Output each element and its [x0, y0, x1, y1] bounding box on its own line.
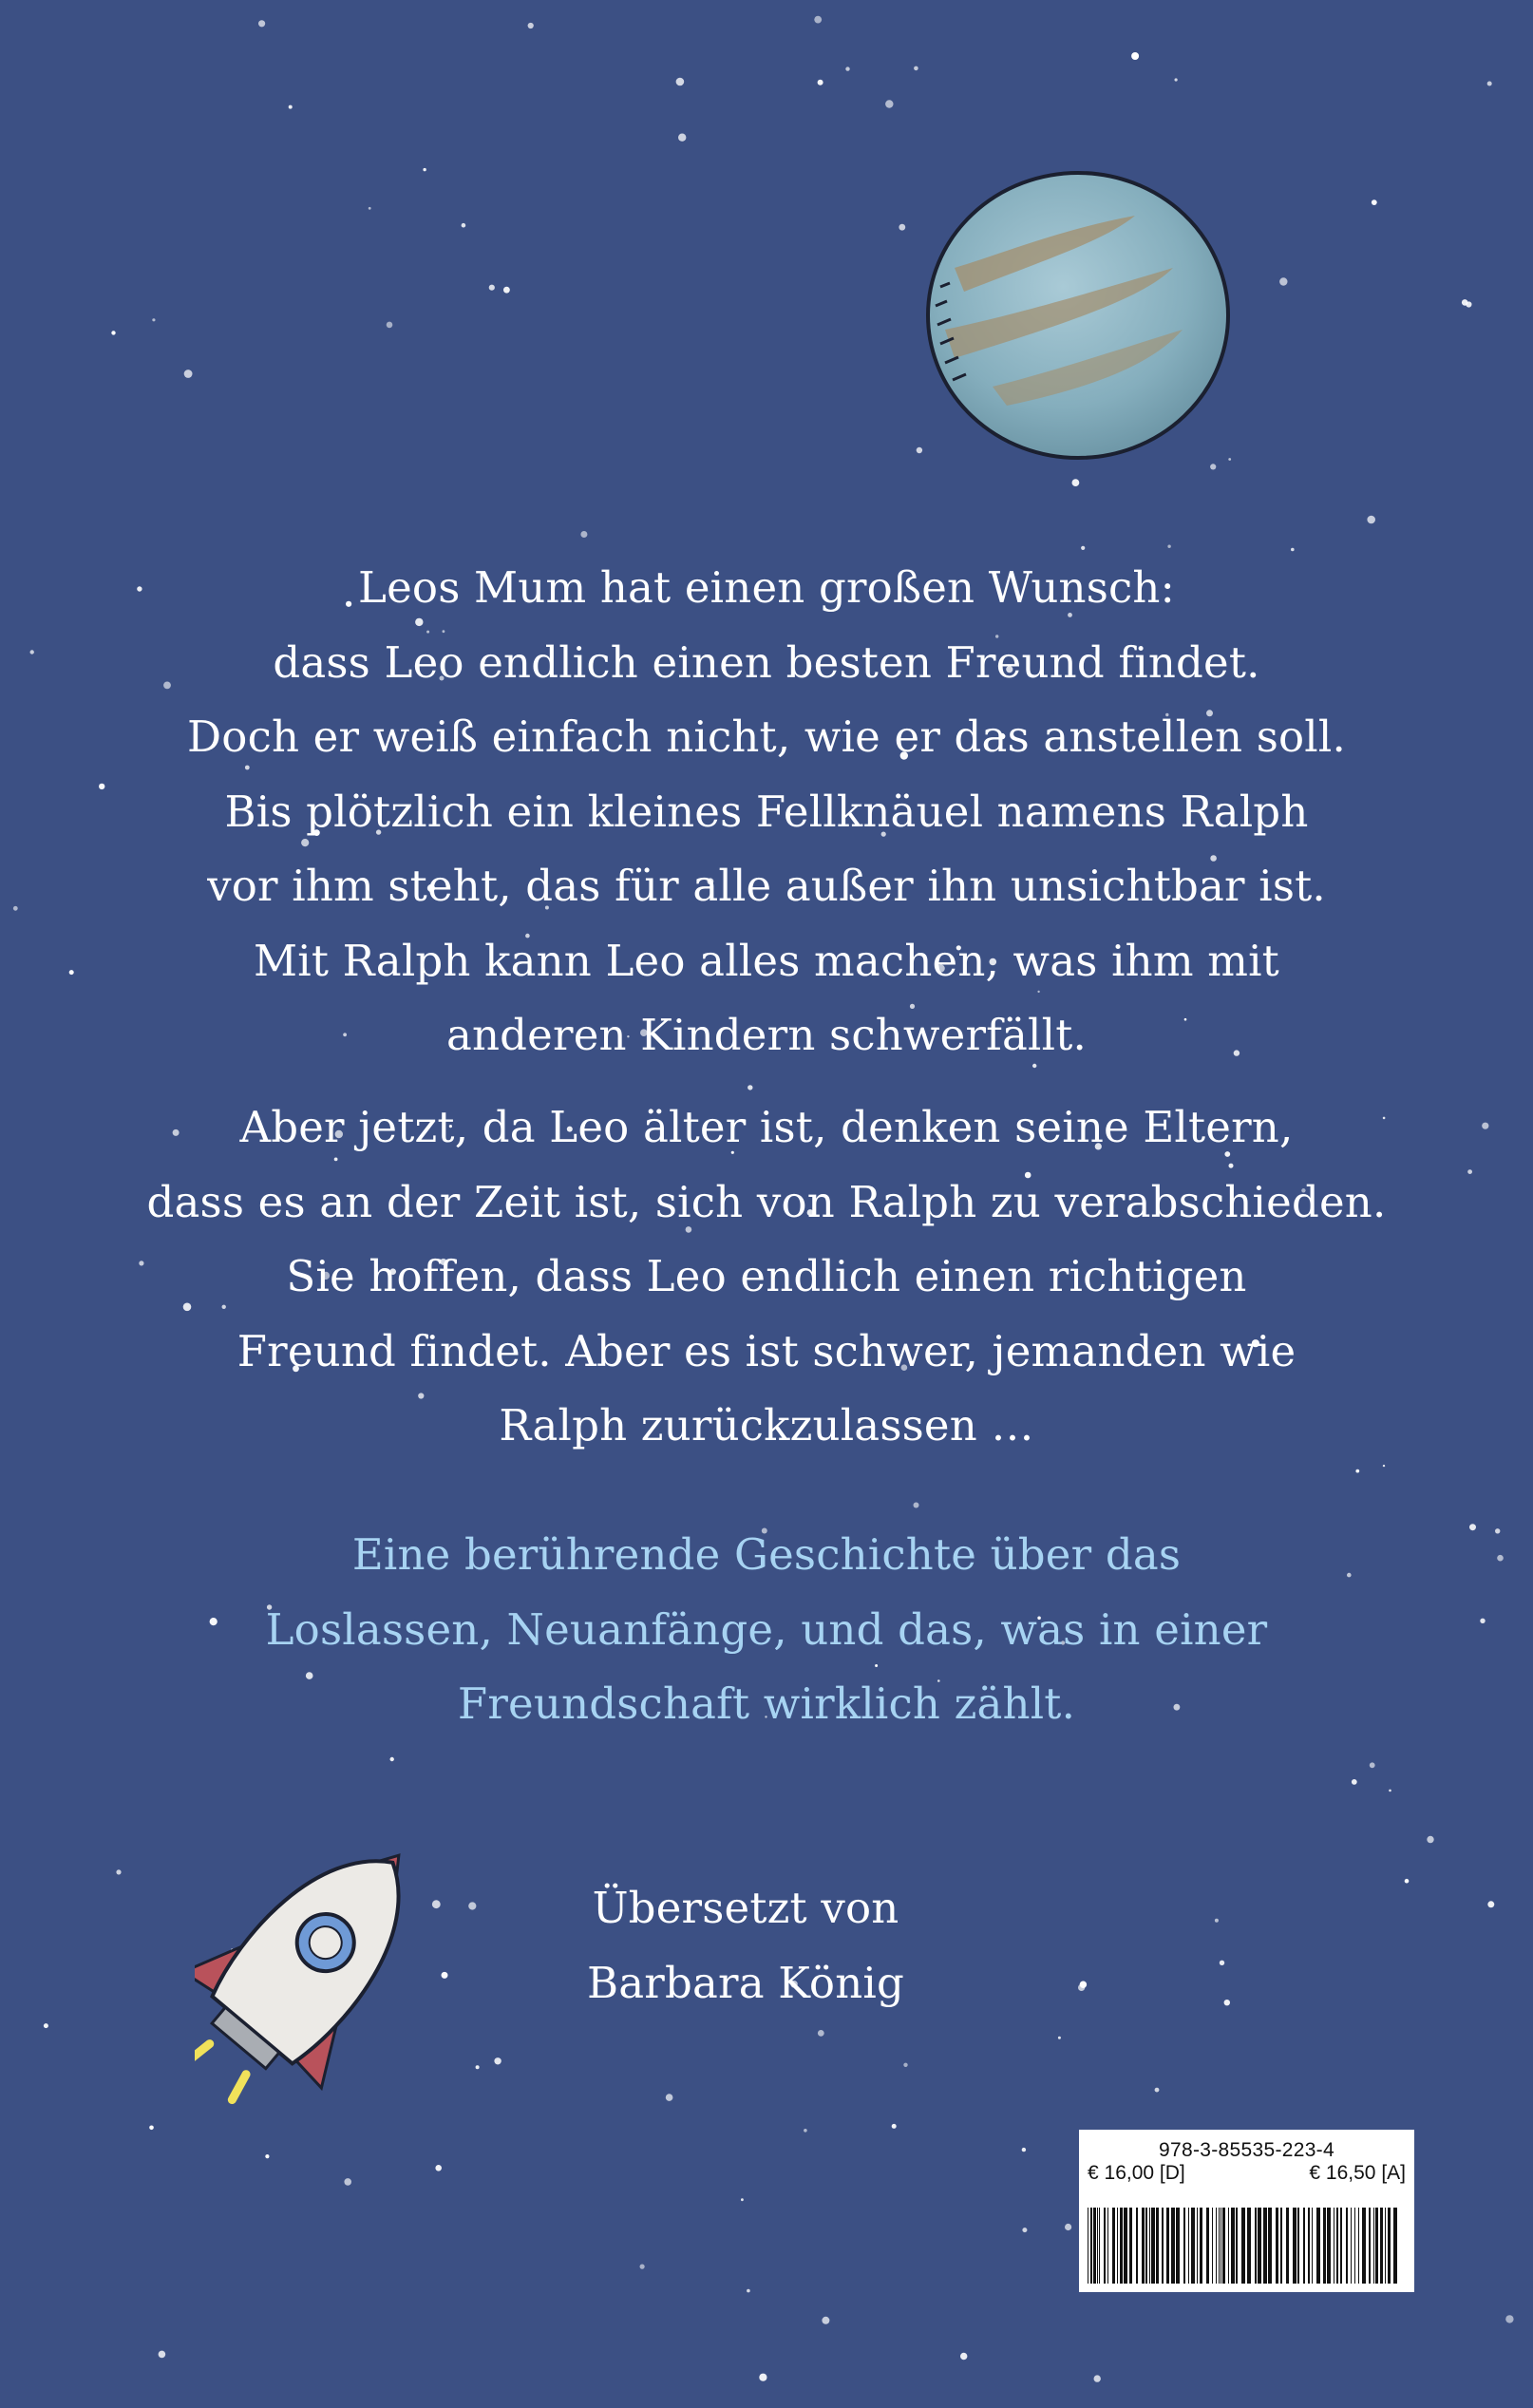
barcode [1088, 2208, 1406, 2284]
star-dot [1383, 1465, 1385, 1467]
barcode-bar [1136, 2208, 1138, 2284]
barcode-bar [1323, 2208, 1326, 2284]
star-dot [369, 207, 371, 210]
barcode-bar [1104, 2208, 1106, 2284]
barcode-bar [1385, 2208, 1386, 2284]
text-line: Freund findet. Aber es ist schwer, jemanden wie [237, 1325, 1296, 1376]
barcode-bar [1149, 2208, 1150, 2284]
star-dot [1215, 1919, 1219, 1923]
star-dot [748, 1085, 752, 1090]
star-dot [462, 223, 466, 228]
barcode-bar [1297, 2208, 1299, 2284]
barcode-bar [1286, 2208, 1289, 2284]
price-austria: € 16,50 [A] [1309, 2162, 1406, 2184]
barcode-bar [1354, 2208, 1355, 2284]
star-dot [344, 2178, 351, 2186]
barcode-bar [1200, 2208, 1202, 2284]
star-dot [468, 1902, 476, 1909]
star-dot [1022, 2228, 1027, 2232]
star-dot [1367, 516, 1375, 524]
barcode-bar [1303, 2208, 1305, 2284]
planet-illustration [917, 163, 1240, 467]
barcode-bar [1375, 2208, 1378, 2284]
text-line: Barbara König [587, 1957, 904, 2008]
star-dot [423, 168, 426, 171]
star-dot [503, 287, 510, 294]
barcode-bar [1393, 2208, 1397, 2284]
barcode-bar [1380, 2208, 1383, 2284]
barcode-bar [1312, 2208, 1313, 2284]
star-dot [1058, 2037, 1061, 2039]
barcode-bar [1222, 2208, 1225, 2284]
star-dot [640, 2265, 645, 2269]
star-dot [1081, 546, 1085, 550]
star-dot [960, 2353, 967, 2360]
star-dot [159, 2351, 166, 2359]
barcode-bar [1206, 2208, 1209, 2284]
star-dot [1065, 2224, 1071, 2230]
barcode-bar [1236, 2208, 1238, 2284]
barcode-bar [1373, 2208, 1374, 2284]
star-dot [1080, 1981, 1087, 1988]
star-dot [1427, 1836, 1433, 1843]
text-line: Mit Ralph kann Leo alles machen, was ihm mit [254, 935, 1279, 986]
barcode-bar [1241, 2208, 1245, 2284]
text-line: dass es an der Zeit ist, sich von Ralph zu verabschieden. [146, 1176, 1387, 1227]
barcode-bar [1228, 2208, 1229, 2284]
star-dot [1131, 52, 1139, 60]
star-dot [1355, 1469, 1359, 1473]
star-dot [44, 2023, 48, 2028]
barcode-bar [1093, 2208, 1096, 2284]
star-dot [1462, 299, 1468, 306]
barcode-bar [1145, 2208, 1147, 2284]
star-dot [666, 2094, 673, 2101]
star-dot [822, 2317, 829, 2324]
rocket-illustration [195, 1829, 451, 2156]
text-line: Ralph zurückzulassen … [499, 1400, 1034, 1450]
tagline [0, 1518, 1533, 1742]
star-dot [1352, 1779, 1357, 1785]
barcode-bar [1188, 2208, 1189, 2284]
star-dot [814, 16, 822, 24]
text-line: Doch er weiß einfach nicht, wie er das anstellen soll. [187, 711, 1346, 762]
star-dot [1224, 2000, 1230, 2005]
barcode-bar [1216, 2208, 1217, 2284]
barcode-bar [1276, 2208, 1278, 2284]
star-dot [494, 2057, 501, 2064]
barcode-bar [1358, 2208, 1359, 2284]
blurb-paragraph-2 [0, 1090, 1533, 1464]
star-dot [258, 20, 265, 27]
star-dot [914, 1503, 919, 1508]
star-dot [1167, 545, 1170, 548]
barcode-bar [1212, 2208, 1213, 2284]
barcode-bar [1231, 2208, 1235, 2284]
star-dot [1505, 2315, 1513, 2323]
star-dot [580, 531, 587, 538]
barcode-bar [1151, 2208, 1155, 2284]
barcode-bar [1197, 2208, 1198, 2284]
barcode-bar [1263, 2208, 1267, 2284]
text-line: Loslassen, Neuanfänge, und das, was in einer [265, 1603, 1268, 1655]
barcode-bar [1120, 2208, 1123, 2284]
star-dot [899, 224, 905, 231]
barcode-label [1079, 2130, 1414, 2292]
barcode-bar [1293, 2208, 1296, 2284]
text-line: Sie hoffen, dass Leo endlich einen richtigen [286, 1251, 1247, 1301]
star-dot [111, 331, 115, 334]
star-dot [1372, 199, 1377, 205]
star-dot [747, 2289, 750, 2293]
star-dot [1279, 277, 1287, 285]
price-row [1088, 2162, 1406, 2185]
text-line: Eine berührende Geschichte über das [351, 1529, 1182, 1580]
text-line: Übersetzt von [592, 1883, 899, 1933]
star-dot [528, 23, 534, 28]
star-dot [184, 370, 193, 378]
isbn-number: 978-3-85535-223-4 [1159, 2139, 1334, 2161]
barcode-bar [1258, 2208, 1261, 2284]
barcode-bar [1191, 2208, 1195, 2284]
barcode-bar [1142, 2208, 1145, 2284]
barcode-bar [1308, 2208, 1310, 2284]
price-germany: € 16,00 [D] [1088, 2162, 1185, 2184]
blurb-paragraph-1 [0, 551, 1533, 1073]
text-line: dass Leo endlich einen besten Freund findet. [273, 636, 1260, 688]
barcode-bar [1268, 2208, 1272, 2284]
star-dot [390, 1757, 394, 1761]
star-dot [435, 2165, 442, 2171]
star-dot [885, 100, 893, 107]
star-dot [845, 66, 849, 70]
barcode-bar [1280, 2208, 1282, 2284]
star-dot [1487, 82, 1492, 86]
barcode-bar [1369, 2208, 1371, 2284]
star-dot [1072, 479, 1080, 486]
barcode-bar [1171, 2208, 1175, 2284]
star-dot [1022, 2148, 1026, 2152]
star-dot [476, 2065, 480, 2069]
text-line: Freundschaft wirklich zählt. [457, 1678, 1076, 1729]
text-line: anderen Kindern schwerfällt. [445, 1010, 1088, 1060]
star-dot [149, 2126, 154, 2131]
text-line: Leos Mum hat einen großen Wunsch: [358, 562, 1175, 613]
star-dot [289, 105, 293, 109]
barcode-bar [1340, 2208, 1342, 2284]
text-line: Bis plötzlich ein kleines Fellknäuel namens Ralph [224, 786, 1309, 837]
translator-credit [532, 1871, 959, 2020]
barcode-bar [1336, 2208, 1338, 2284]
star-dot [818, 80, 823, 85]
star-dot [1405, 1879, 1410, 1884]
barcode-bar [1351, 2208, 1352, 2284]
star-dot [903, 2063, 907, 2067]
barcode-bar [1346, 2208, 1348, 2284]
star-dot [1220, 1961, 1224, 1965]
star-dot [116, 1869, 121, 1874]
barcode-bar [1247, 2208, 1251, 2284]
star-dot [804, 2129, 807, 2133]
barcode-bar [1107, 2208, 1108, 2284]
star-dot [759, 2374, 766, 2381]
barcode-bar [1388, 2208, 1391, 2284]
text-line: Aber jetzt, da Leo älter ist, denken seine Eltern, [239, 1102, 1294, 1152]
barcode-bar [1166, 2208, 1169, 2284]
barcode-bar [1097, 2208, 1098, 2284]
barcode-bar [1327, 2208, 1331, 2284]
star-dot [1094, 2375, 1101, 2381]
barcode-bar [1099, 2208, 1100, 2284]
star-dot [1487, 1901, 1494, 1907]
star-dot [1175, 78, 1178, 81]
barcode-bar [1129, 2208, 1132, 2284]
star-dot [914, 66, 918, 71]
star-dot [676, 78, 685, 86]
barcode-bar [1156, 2208, 1159, 2284]
barcode-bar [1176, 2208, 1180, 2284]
barcode-bar [1162, 2208, 1164, 2284]
barcode-bar [1090, 2208, 1092, 2284]
star-dot [152, 318, 155, 321]
barcode-bar [1117, 2208, 1118, 2284]
barcode-bar [1255, 2208, 1257, 2284]
barcode-bar [1316, 2208, 1320, 2284]
barcode-bar [1112, 2208, 1115, 2284]
star-dot [1389, 1790, 1391, 1792]
star-dot [387, 322, 393, 329]
star-dot [818, 2030, 824, 2037]
barcode-bar [1219, 2208, 1220, 2284]
barcode-bar [1183, 2208, 1185, 2284]
barcode-bar [1124, 2208, 1127, 2284]
star-dot [741, 2198, 744, 2201]
star-dot [489, 285, 495, 291]
star-dot [892, 2124, 897, 2129]
star-dot [1155, 2088, 1160, 2093]
star-dot [678, 134, 686, 142]
text-line: vor ihm steht, das für alle außer ihn unsichtbar ist. [207, 861, 1326, 911]
star-dot [1370, 1762, 1375, 1768]
barcode-bar [1362, 2208, 1366, 2284]
